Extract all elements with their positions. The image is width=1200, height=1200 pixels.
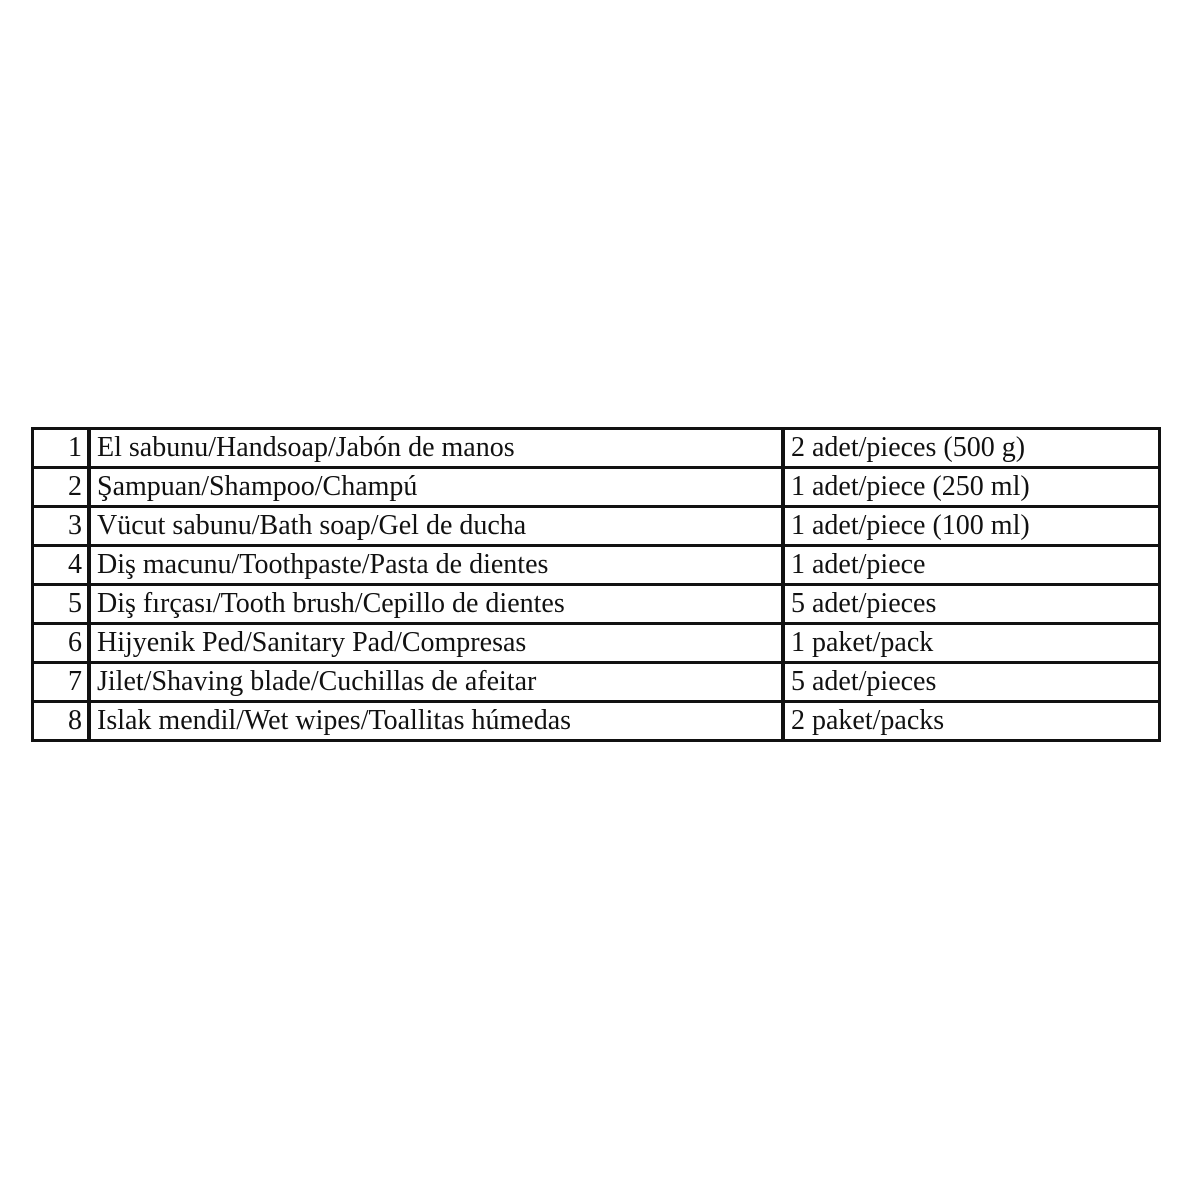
row-number: 3 [33, 507, 90, 546]
table-row [33, 663, 1160, 702]
table-row [33, 546, 1160, 585]
row-number: 6 [33, 624, 90, 663]
row-number: 2 [33, 468, 90, 507]
item-quantity: 1 adet/piece [783, 546, 1160, 585]
item-name: Hijyenik Ped/Sanitary Pad/Compresas [89, 624, 783, 663]
row-number: 7 [33, 663, 90, 702]
item-name: El sabunu/Handsoap/Jabón de manos [89, 429, 783, 468]
supplies-table [31, 427, 1161, 742]
item-name: Diş macunu/Toothpaste/Pasta de dientes [89, 546, 783, 585]
table-row [33, 585, 1160, 624]
table-row [33, 468, 1160, 507]
row-number: 4 [33, 546, 90, 585]
table-row [33, 624, 1160, 663]
row-number: 5 [33, 585, 90, 624]
table-row [33, 429, 1160, 468]
supplies-table-container [31, 427, 1169, 742]
item-quantity: 1 adet/piece (100 ml) [783, 507, 1160, 546]
row-number: 8 [33, 702, 90, 741]
item-name: Islak mendil/Wet wipes/Toallitas húmedas [89, 702, 783, 741]
item-name: Şampuan/Shampoo/Champú [89, 468, 783, 507]
item-quantity: 2 adet/pieces (500 g) [783, 429, 1160, 468]
item-name: Jilet/Shaving blade/Cuchillas de afeitar [89, 663, 783, 702]
row-number: 1 [33, 429, 90, 468]
item-quantity: 1 adet/piece (250 ml) [783, 468, 1160, 507]
item-quantity: 2 paket/packs [783, 702, 1160, 741]
table-row [33, 507, 1160, 546]
item-name: Diş fırçası/Tooth brush/Cepillo de dientes [89, 585, 783, 624]
item-name: Vücut sabunu/Bath soap/Gel de ducha [89, 507, 783, 546]
item-quantity: 5 adet/pieces [783, 585, 1160, 624]
table-row [33, 702, 1160, 741]
item-quantity: 1 paket/pack [783, 624, 1160, 663]
item-quantity: 5 adet/pieces [783, 663, 1160, 702]
